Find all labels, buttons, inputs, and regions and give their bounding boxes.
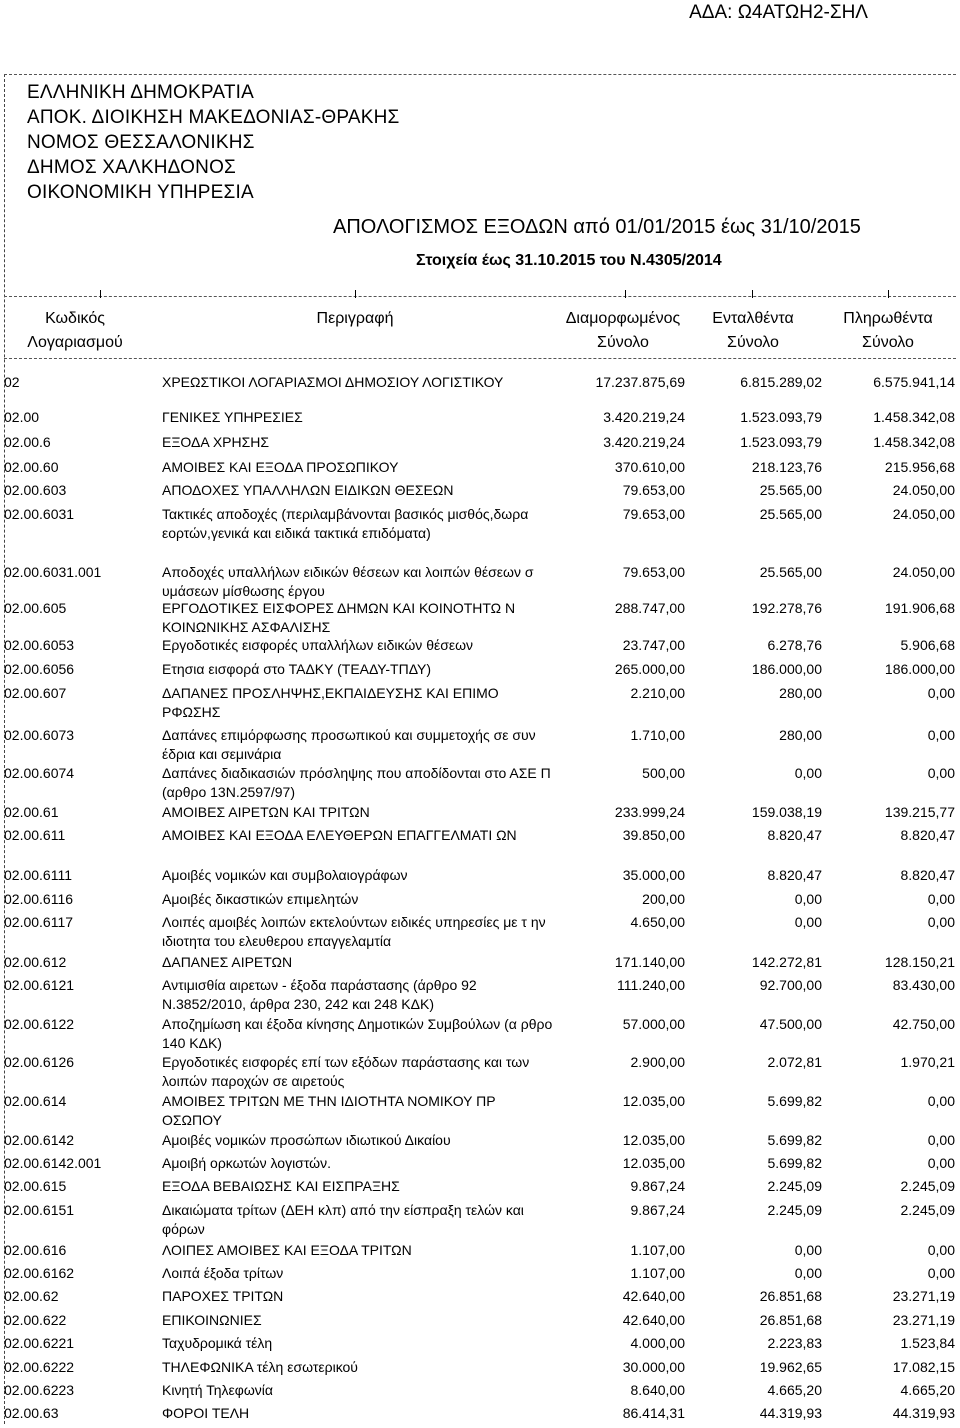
account-description: ΕΞΟΔΑ ΧΡΗΣΗΣ [162,434,270,450]
account-code: 02.00.6142.001 [4,1155,102,1171]
account-description: ΠΑΡΟΧΕΣ ΤΡΙΤΩΝ [162,1288,284,1304]
budget-amount: 35.000,00 [622,867,685,883]
column-tick [752,290,753,298]
budget-amount: 12.035,00 [622,1155,685,1171]
committed-amount: 6.815.289,02 [740,374,822,390]
column-tick [888,290,889,298]
account-code: 02.00.6151 [4,1202,75,1218]
committed-amount: 1.523.093,79 [740,409,822,425]
account-description: Λοιπές αμοιβές λοιπών εκτελούντων ειδικές υπηρεσίες με τ ην ιδιοτητα του ελευθερου επαγγελαμτία [162,914,546,949]
column-header-text: Διαμορφωμένος [565,310,681,327]
account-code: 02.00.61 [4,804,59,820]
account-description: Αμοιβές νομικών προσώπων ιδιωτικού Δικαίου [162,1132,451,1148]
committed-amount: 1.523.093,79 [740,434,822,450]
account-description: Δαπάνες επιμόρφωσης προσωπικού και συμμετοχής σε συν έδρια και σεμινάρια [162,727,536,762]
paid-amount: 215.956,68 [884,459,955,475]
account-code: 02.00.603 [4,482,67,498]
account-code: 02.00.6 [4,434,51,450]
account-code: 02.00.614 [4,1093,67,1109]
frame-top-line [4,74,956,75]
budget-amount: 57.000,00 [622,1016,685,1032]
account-description: Αντιμισθία αιρετων - έξοδα παράστασης (άρθρο 92 Ν.3852/2010, άρθρα 230, 242 και 248 ΚΔΚ) [162,977,477,1012]
committed-amount: 218.123,76 [751,459,822,475]
committed-amount: 25.565,00 [759,564,822,580]
account-code: 02.00.622 [4,1312,67,1328]
account-code: 02.00.6221 [4,1335,75,1351]
committed-amount: 8.820,47 [767,827,822,843]
account-code: 02.00.6162 [4,1265,75,1281]
account-code: 02.00.6031 [4,506,75,522]
paid-amount: 8.820,47 [900,827,955,843]
budget-amount: 30.000,00 [622,1359,685,1375]
account-description: ΤΗΛΕΦΩΝΙΚΑ τέλη εσωτερικού [162,1359,358,1375]
committed-amount: 25.565,00 [759,482,822,498]
committed-amount: 44.319,93 [759,1405,822,1421]
committed-amount: 2.223,83 [767,1335,822,1351]
budget-amount: 265.000,00 [614,661,685,677]
paid-amount: 23.271,19 [892,1312,955,1328]
paid-amount: 0,00 [927,685,955,701]
paid-amount: 4.665,20 [900,1382,955,1398]
paid-amount: 24.050,00 [892,482,955,498]
report-subtitle: Στοιχεία έως 31.10.2015 του Ν.4305/2014 [416,252,722,269]
paid-amount: 0,00 [927,1242,955,1258]
committed-amount: 26.851,68 [759,1312,822,1328]
committed-amount: 186.000,00 [751,661,822,677]
budget-amount: 23.747,00 [622,637,685,653]
column-header-text: Πληρωθέντα [843,310,933,327]
column-header-text: Κωδικός [45,310,105,327]
paid-amount: 0,00 [927,1132,955,1148]
account-description: Τακτικές αποδοχές (περιλαμβάνονται βασικός μισθός,δωρα εορτών,γενικά και ειδικά τακτικά επιδόματα) [162,506,529,541]
budget-amount: 12.035,00 [622,1132,685,1148]
account-description: Αμοιβές νομικών και συμβολαιογράφων [162,867,408,883]
committed-amount: 92.700,00 [759,977,822,993]
committed-amount: 5.699,82 [767,1093,822,1109]
paid-amount: 0,00 [927,1155,955,1171]
account-description: ΑΜΟΙΒΕΣ ΚΑΙ ΕΞΟΔΑ ΕΛΕΥΘΕΡΩΝ ΕΠΑΓΓΕΛΜΑΤΙ ΩΝ [162,827,517,843]
paid-amount: 0,00 [927,1093,955,1109]
paid-amount: 5.906,68 [900,637,955,653]
header-divider [4,296,956,297]
committed-amount: 26.851,68 [759,1288,822,1304]
account-description: ΧΡΕΩΣΤΙΚΟΙ ΛΟΓΑΡΙΑΣΜΟΙ ΔΗΜΟΣΙΟΥ ΛΟΓΙΣΤΙΚΟΥ [162,374,504,390]
org-line: ΝΟΜΟΣ ΘΕΣΣΑΛΟΝΙΚΗΣ [27,132,255,153]
account-code: 02.00.605 [4,600,67,616]
account-code: 02.00.6117 [4,914,74,930]
budget-amount: 86.414,31 [622,1405,685,1421]
ada-code: ΑΔΑ: Ω4ΑΤΩΗ2-ΣΗΛ [689,2,868,23]
column-header-description [300,307,410,331]
committed-amount: 2.245,09 [767,1178,822,1194]
budget-amount: 3.420.219,24 [603,434,685,450]
committed-amount: 4.665,20 [767,1382,822,1398]
paid-amount: 23.271,19 [892,1288,955,1304]
account-description: Ετησια εισφορά στο ΤΑΔΚΥ (ΤΕΑΔΥ-ΤΠΔΥ) [162,661,432,677]
paid-amount: 0,00 [927,1265,955,1281]
account-description: Αποζημίωση και έξοδα κίνησης Δημοτικών Συμβούλων (α ρθρο 140 ΚΔΚ) [162,1016,553,1051]
paid-amount: 6.575.941,14 [873,374,955,390]
paid-amount: 42.750,00 [892,1016,955,1032]
committed-amount: 5.699,82 [767,1155,822,1171]
committed-amount: 280,00 [779,727,822,743]
committed-amount: 2.245,09 [767,1202,822,1218]
budget-amount: 9.867,24 [630,1202,685,1218]
budget-amount: 2.210,00 [630,685,685,701]
committed-amount: 192.278,76 [751,600,822,616]
committed-amount: 142.272,81 [751,954,822,970]
budget-amount: 1.107,00 [630,1242,685,1258]
account-code: 02.00.6222 [4,1359,75,1375]
account-code: 02.00.6073 [4,727,75,743]
org-line: ΕΛΛΗΝΙΚΗ ΔΗΜΟΚΡΑΤΙΑ [27,82,254,103]
account-code: 02.00.6122 [4,1016,75,1032]
paid-amount: 24.050,00 [892,564,955,580]
account-description: Αμοιβές δικαστικών επιμελητών [162,891,359,907]
account-description: Αμοιβή ορκωτών λογιστών. [162,1155,331,1171]
column-tick [625,290,626,298]
org-line: ΔΗΜΟΣ ΧΑΛΚΗΔΟΝΟΣ [27,157,236,178]
column-header-paid [828,307,948,355]
account-code: 02.00.6074 [4,765,75,781]
paid-amount: 1.458.342,08 [873,409,955,425]
account-code: 02.00.616 [4,1242,67,1258]
column-header-text: Σύνολο [597,334,649,351]
paid-amount: 2.245,09 [900,1202,955,1218]
committed-amount: 2.072,81 [767,1054,822,1070]
committed-amount: 0,00 [794,1242,822,1258]
committed-amount: 8.820,47 [767,867,822,883]
column-header-code [20,307,130,355]
budget-amount: 288.747,00 [614,600,685,616]
account-code: 02.00.6053 [4,637,75,653]
account-description: Κινητή Τηλεφωνία [162,1382,273,1398]
account-code: 02.00.612 [4,954,67,970]
account-code: 02.00.6111 [4,867,72,883]
budget-amount: 1.710,00 [630,727,685,743]
account-code: 02.00.6142 [4,1132,75,1148]
account-description: ΔΑΠΑΝΕΣ ΑΙΡΕΤΩΝ [162,954,293,970]
paid-amount: 24.050,00 [892,506,955,522]
column-header-budget [558,307,688,355]
column-header-text: Λογαριασμού [27,334,123,351]
account-description: Ταχυδρομικά τέλη [162,1335,273,1351]
budget-amount: 42.640,00 [622,1312,685,1328]
budget-amount: 200,00 [642,891,685,907]
column-header-text: Ενταλθέντα [712,310,794,327]
committed-amount: 0,00 [794,765,822,781]
paid-amount: 17.082,15 [892,1359,955,1375]
committed-amount: 0,00 [794,891,822,907]
paid-amount: 186.000,00 [884,661,955,677]
committed-amount: 0,00 [794,914,822,930]
account-description: ΑΜΟΙΒΕΣ ΤΡΙΤΩΝ ΜΕ ΤΗΝ ΙΔΙΟΤΗΤΑ ΝΟΜΙΚΟΥ ΠΡ ΟΣΩΠΟΥ [162,1093,496,1128]
report-title: ΑΠΟΛΟΓΙΣΜΟΣ ΕΞΟΔΩΝ από 01/01/2015 έως 31/10/2015 [333,216,861,238]
account-code: 02.00.615 [4,1178,67,1194]
account-code: 02.00.6116 [4,891,74,907]
paid-amount: 128.150,21 [884,954,955,970]
budget-amount: 12.035,00 [622,1093,685,1109]
paid-amount: 1.523,84 [900,1335,955,1351]
account-description: Λοιπά έξοδα τρίτων [162,1265,284,1281]
paid-amount: 1.970,21 [900,1054,955,1070]
committed-amount: 280,00 [779,685,822,701]
account-description: ΓΕΝΙΚΕΣ ΥΠΗΡΕΣΙΕΣ [162,409,303,425]
account-description: ΑΜΟΙΒΕΣ ΚΑΙ ΕΞΟΔΑ ΠΡΟΣΩΠΙΚΟΥ [162,459,399,475]
account-code: 02 [4,374,20,390]
column-header-text: Σύνολο [862,334,914,351]
committed-amount: 25.565,00 [759,506,822,522]
account-code: 02.00.6031.001 [4,564,102,580]
paid-amount: 2.245,09 [900,1178,955,1194]
account-description: ΕΞΟΔΑ ΒΕΒΑΙΩΣΗΣ ΚΑΙ ΕΙΣΠΡΑΞΗΣ [162,1178,400,1194]
committed-amount: 5.699,82 [767,1132,822,1148]
budget-amount: 1.107,00 [630,1265,685,1281]
account-description: Δαπάνες διαδικασιών πρόσληψης που αποδίδονται στο ΑΣΕ Π (αρθρο 13Ν.2597/97) [162,765,551,800]
account-code: 02.00.6056 [4,661,75,677]
paid-amount: 139.215,77 [884,804,955,820]
account-description: ΑΠΟΔΟΧΕΣ ΥΠΑΛΛΗΛΩΝ ΕΙΔΙΚΩΝ ΘΕΣΕΩΝ [162,482,454,498]
budget-amount: 4.650,00 [630,914,685,930]
budget-amount: 233.999,24 [614,804,685,820]
committed-amount: 6.278,76 [767,637,822,653]
committed-amount: 159.038,19 [751,804,822,820]
account-code: 02.00 [4,409,40,425]
account-description: Δικαιώματα τρίτων (ΔΕΗ κλπ) από την είσπραξη τελών και φόρων [162,1202,524,1237]
account-code: 02.00.62 [4,1288,59,1304]
budget-amount: 4.000,00 [630,1335,685,1351]
column-tick [100,290,101,298]
paid-amount: 191.906,68 [884,600,955,616]
account-description: ΑΜΟΙΒΕΣ ΑΙΡΕΤΩΝ ΚΑΙ ΤΡΙΤΩΝ [162,804,370,820]
paid-amount: 0,00 [927,891,955,907]
budget-amount: 79.653,00 [622,482,685,498]
account-description: ΛΟΙΠΕΣ ΑΜΟΙΒΕΣ ΚΑΙ ΕΞΟΔΑ ΤΡΙΤΩΝ [162,1242,412,1258]
budget-amount: 8.640,00 [630,1382,685,1398]
account-description: ΕΠΙΚΟΙΝΩΝΙΕΣ [162,1312,262,1328]
account-code: 02.00.60 [4,459,59,475]
budget-amount: 2.900,00 [630,1054,685,1070]
account-code: 02.00.6121 [4,977,75,993]
budget-amount: 79.653,00 [622,506,685,522]
org-line: ΟΙΚΟΝΟΜΙΚΗ ΥΠΗΡΕΣΙΑ [27,182,254,203]
committed-amount: 19.962,65 [759,1359,822,1375]
account-description: ΔΑΠΑΝΕΣ ΠΡΟΣΛΗΨΗΣ,ΕΚΠΑΙΔΕΥΣΗΣ ΚΑΙ ΕΠΙΜΟ ΡΦΩΣΗΣ [162,685,499,720]
committed-amount: 0,00 [794,1265,822,1281]
paid-amount: 0,00 [927,914,955,930]
paid-amount: 83.430,00 [892,977,955,993]
budget-amount: 500,00 [642,765,685,781]
account-description: Αποδοχές υπαλλήλων ειδικών θέσεων και λοιπών θέσεων σ υμάσεων μίσθωσης έργου [162,564,534,599]
account-code: 02.00.6223 [4,1382,75,1398]
column-header-text: Σύνολο [727,334,779,351]
budget-amount: 79.653,00 [622,564,685,580]
budget-amount: 39.850,00 [622,827,685,843]
column-tick [355,290,356,298]
budget-amount: 3.420.219,24 [603,409,685,425]
organization-header [27,80,399,205]
account-description: Εργοδοτικές εισφορές επί των εξόδων παράστασης και των λοιπών παροχών σε αιρετούς [162,1054,530,1089]
paid-amount: 8.820,47 [900,867,955,883]
budget-amount: 42.640,00 [622,1288,685,1304]
budget-amount: 111.240,00 [617,977,685,993]
column-header-text: Περιγραφή [316,310,394,327]
org-line: ΑΠΟΚ. ΔΙΟΙΚΗΣΗ ΜΑΚΕΔΟΝΙΑΣ-ΘΡΑΚΗΣ [27,107,400,128]
paid-amount: 0,00 [927,727,955,743]
paid-amount: 1.458.342,08 [873,434,955,450]
account-description: ΦΟΡΟΙ ΤΕΛΗ [162,1405,250,1421]
account-description: Εργοδοτικές εισφορές υπαλλήλων ειδικών θέσεων [162,637,474,653]
columns-divider [4,358,956,359]
paid-amount: 0,00 [927,765,955,781]
committed-amount: 47.500,00 [759,1016,822,1032]
account-code: 02.00.6126 [4,1054,75,1070]
budget-amount: 370.610,00 [614,459,685,475]
column-header-committed [693,307,813,355]
account-code: 02.00.611 [4,827,66,843]
paid-amount: 44.319,93 [892,1405,955,1421]
budget-amount: 171.140,00 [614,954,685,970]
budget-amount: 9.867,24 [630,1178,685,1194]
account-code: 02.00.63 [4,1405,59,1421]
account-description: ΕΡΓΟΔΟΤΙΚΕΣ ΕΙΣΦΟΡΕΣ ΔΗΜΩΝ ΚΑΙ ΚΟΙΝΟΤΗΤΩ Ν ΚΟΙΝΩΝΙΚΗΣ ΑΣΦΑΛΙΣΗΣ [162,600,516,635]
budget-amount: 17.237.875,69 [595,374,685,390]
account-code: 02.00.607 [4,685,67,701]
